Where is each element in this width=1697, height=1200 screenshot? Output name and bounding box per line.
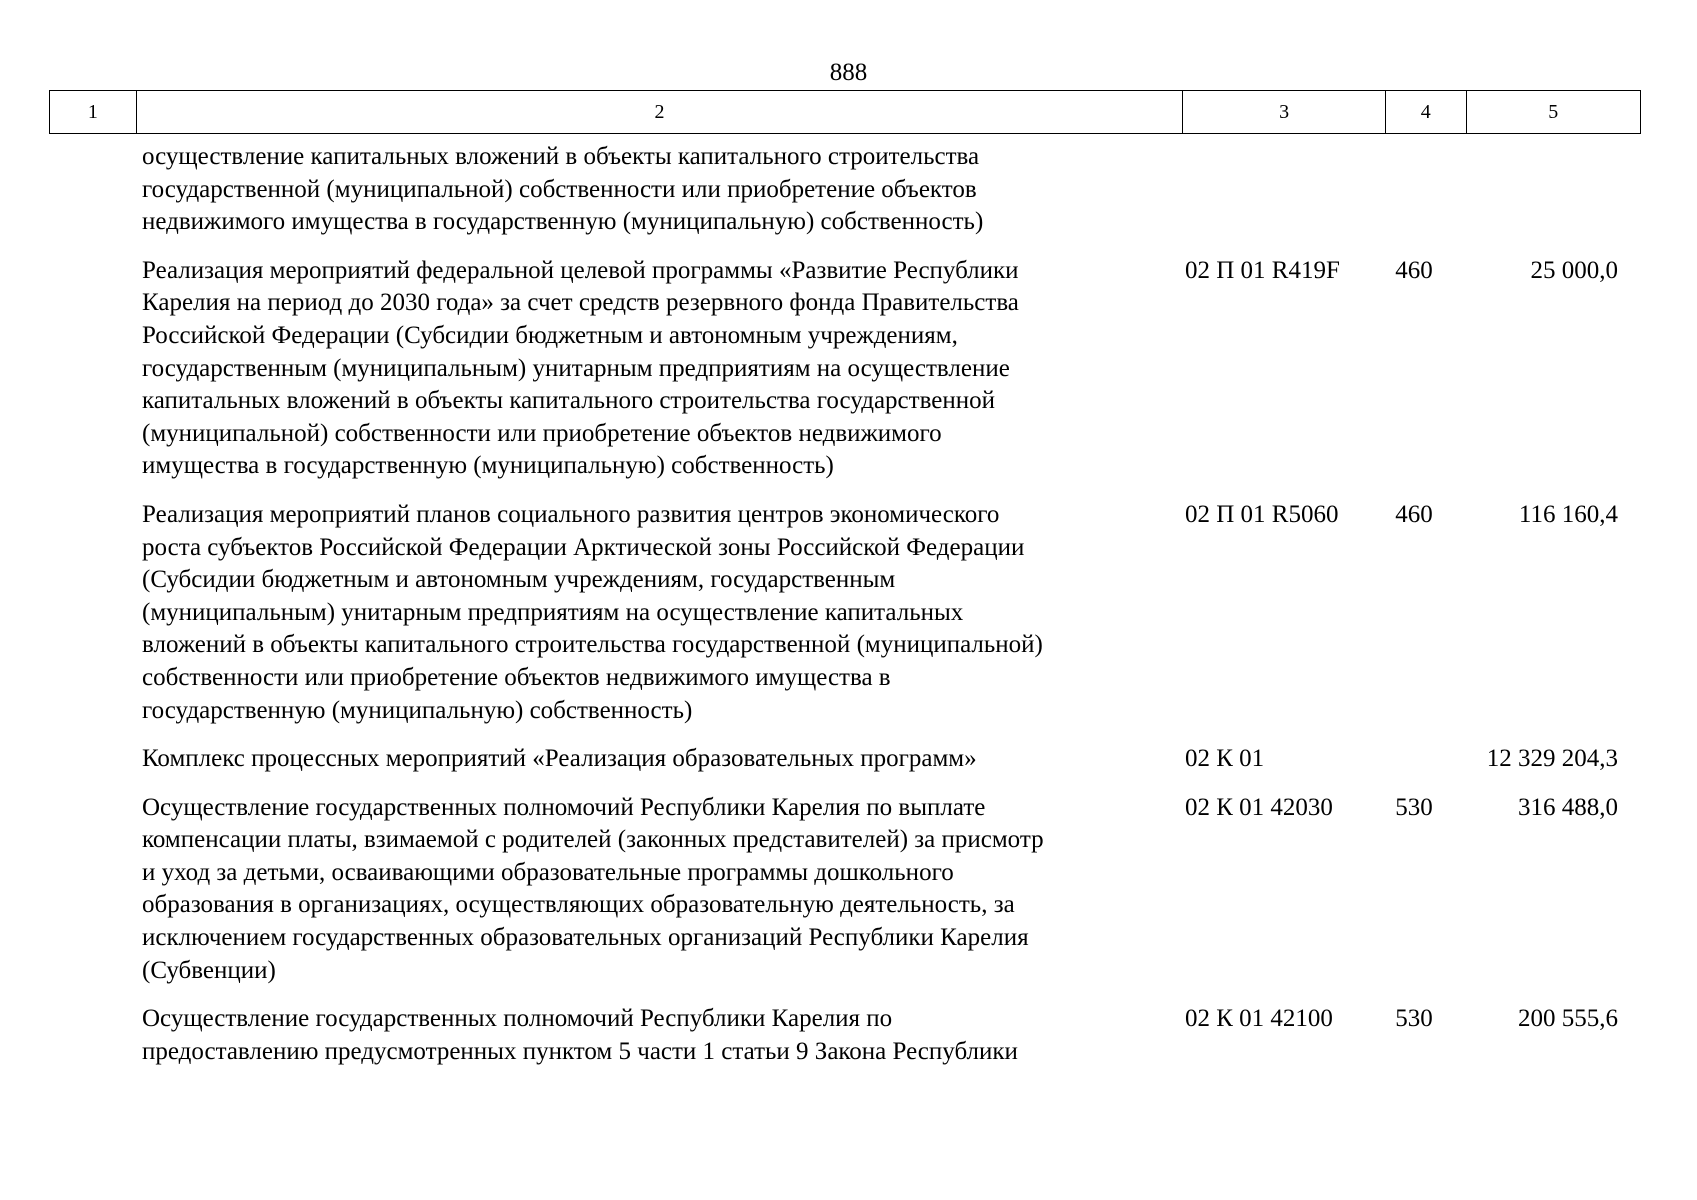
column-header-4: 4	[1385, 91, 1466, 134]
column-header-5: 5	[1466, 91, 1640, 134]
row-index-cell	[49, 141, 135, 239]
row-amount: 25 000,0	[1530, 256, 1618, 284]
page-number: 888	[829, 59, 868, 86]
row-description: Реализация мероприятий федеральной целевой программы «Развитие Республики Карелия на период до 2030 года» за счет средств резервного фонда Правительства Российской Федерации (Субсидии бюджетным и автономным учреждениям, государственным (муниципальным) унитарным предприятиям на осуществление капитальных вложений в объекты капитального строительства государственной (муниципальной) собственности или приобретение объектов недвижимого имущества в государственную (муниципальную) собственность)	[142, 256, 1019, 480]
row-description: осуществление капитальных вложений в объекты капитального строительства государственной (муниципальной) собственности или приобретение объектов недвижимого имущества в государственную (муниципальную) собственность)	[142, 143, 984, 236]
row-code: 02 П 01 R5060	[1185, 500, 1339, 528]
row-amount: 116 160,4	[1518, 500, 1618, 528]
row-description: Комплекс процессных мероприятий «Реализация образовательных программ»	[142, 745, 977, 773]
table-body	[49, 141, 1641, 1084]
row-amount: 316 488,0	[1518, 793, 1618, 821]
row-type: 530	[1395, 793, 1433, 821]
table-row	[49, 743, 1641, 776]
row-index-cell	[49, 499, 135, 727]
row-type: 460	[1395, 500, 1433, 528]
row-type: 460	[1395, 256, 1433, 284]
row-description: Осуществление государственных полномочий Республики Карелия по предоставлению предусмотренных пунктом 5 части 1 статьи 9 Закона Республики	[142, 1005, 1018, 1065]
table-row	[49, 1003, 1641, 1068]
table-row	[49, 255, 1641, 483]
row-code	[1173, 141, 1374, 239]
row-description: Осуществление государственных полномочий Республики Карелия по выплате компенсации платы, взимаемой с родителей (законных представителей) за присмотр и уход за детьми, осваивающими образовательные программы дошкольного образования в организациях, осуществляющих образовательную деятельность, за исключением государственных образовательных организаций Республики Карелия (Субвенции)	[142, 793, 1044, 984]
row-index-cell	[49, 1003, 135, 1068]
row-type	[1374, 743, 1454, 776]
table-row	[49, 141, 1641, 239]
row-amount: 12 329 204,3	[1486, 745, 1618, 773]
row-type: 530	[1395, 1005, 1433, 1033]
column-header-row	[50, 91, 1641, 134]
row-amount: 200 555,6	[1518, 1005, 1618, 1033]
row-index-cell	[49, 255, 135, 483]
table-row	[49, 499, 1641, 727]
row-code: 02 К 01 42030	[1185, 793, 1333, 821]
column-header-1: 1	[50, 91, 137, 134]
row-code: 02 П 01 R419F	[1185, 256, 1340, 284]
row-amount	[1454, 141, 1626, 239]
row-index-cell	[49, 792, 135, 988]
column-header-table	[49, 90, 1641, 134]
row-code: 02 К 01	[1185, 745, 1265, 773]
row-description: Реализация мероприятий планов социального развития центров экономического роста субъектов Российской Федерации Арктической зоны Российской Федерации (Субсидии бюджетным и автономным учреждениям, государственным (муниципальным) унитарным предприятиям на осуществление капитальных вложений в объекты капитального строительства государственной (муниципальной) собственности или приобретение объектов недвижимого имущества в государственную (муниципальную) собственность)	[142, 500, 1043, 724]
table-row	[49, 792, 1641, 988]
column-header-2: 2	[136, 91, 1183, 134]
row-type	[1374, 141, 1454, 239]
row-index-cell	[49, 743, 135, 776]
row-code: 02 К 01 42100	[1185, 1005, 1333, 1033]
column-header-3: 3	[1183, 91, 1386, 134]
